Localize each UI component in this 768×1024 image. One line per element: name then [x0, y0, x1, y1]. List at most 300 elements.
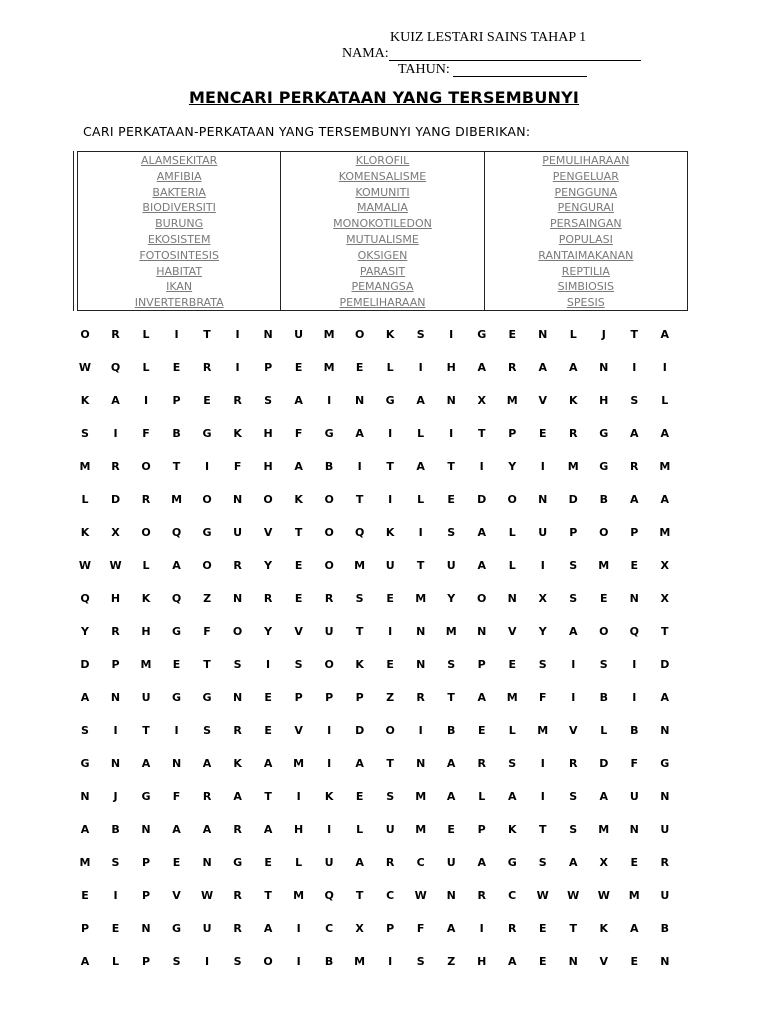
- grid-letter[interactable]: R: [477, 889, 486, 902]
- grid-letter[interactable]: G: [233, 856, 243, 869]
- grid-letter[interactable]: E: [538, 427, 547, 440]
- grid-letter[interactable]: V: [599, 955, 609, 968]
- grid-letter[interactable]: U: [660, 889, 670, 902]
- grid-letter[interactable]: K: [507, 823, 517, 836]
- grid-letter[interactable]: E: [203, 394, 211, 407]
- grid-letter[interactable]: R: [263, 592, 273, 605]
- grid-letter[interactable]: E: [477, 724, 486, 737]
- grid-letter[interactable]: I: [113, 427, 118, 440]
- grid-letter[interactable]: B: [446, 724, 456, 737]
- grid-letter[interactable]: A: [141, 757, 151, 770]
- grid-letter[interactable]: G: [141, 790, 151, 803]
- grid-letter[interactable]: T: [630, 328, 639, 341]
- grid-letter[interactable]: S: [264, 394, 273, 407]
- grid-letter[interactable]: O: [385, 724, 395, 737]
- grid-letter[interactable]: O: [599, 526, 609, 539]
- grid-letter[interactable]: H: [599, 394, 609, 407]
- grid-letter[interactable]: I: [571, 658, 576, 671]
- grid-letter[interactable]: E: [386, 592, 394, 605]
- grid-letter[interactable]: P: [386, 922, 395, 935]
- grid-letter[interactable]: P: [569, 526, 578, 539]
- grid-letter[interactable]: N: [232, 493, 243, 506]
- grid-letter[interactable]: K: [385, 328, 395, 341]
- grid-letter[interactable]: V: [294, 625, 303, 638]
- grid-letter[interactable]: G: [324, 427, 334, 440]
- grid-letter[interactable]: O: [477, 592, 487, 605]
- grid-letter[interactable]: A: [630, 427, 639, 440]
- grid-letter[interactable]: I: [540, 757, 545, 770]
- grid-letter[interactable]: N: [568, 955, 578, 968]
- grid-letter[interactable]: A: [416, 394, 425, 407]
- grid-letter[interactable]: S: [386, 790, 395, 803]
- grid-letter[interactable]: S: [447, 658, 456, 671]
- grid-letter[interactable]: I: [235, 328, 240, 341]
- grid-letter[interactable]: P: [508, 427, 517, 440]
- grid-letter[interactable]: E: [630, 559, 639, 572]
- grid-letter[interactable]: M: [293, 889, 305, 902]
- grid-letter[interactable]: R: [202, 361, 212, 374]
- grid-letter[interactable]: X: [599, 856, 608, 869]
- grid-letter[interactable]: S: [599, 658, 608, 671]
- grid-letter[interactable]: N: [141, 922, 151, 935]
- grid-letter[interactable]: O: [507, 493, 517, 506]
- grid-letter[interactable]: H: [477, 955, 487, 968]
- grid-letter[interactable]: S: [569, 559, 578, 572]
- grid-letter[interactable]: R: [630, 460, 639, 473]
- grid-letter[interactable]: W: [200, 889, 214, 902]
- grid-letter[interactable]: M: [293, 757, 305, 770]
- grid-letter[interactable]: A: [538, 361, 547, 374]
- grid-letter[interactable]: X: [660, 559, 670, 572]
- grid-letter[interactable]: P: [142, 856, 151, 869]
- grid-letter[interactable]: T: [294, 526, 303, 539]
- grid-letter[interactable]: N: [232, 691, 243, 704]
- grid-letter[interactable]: O: [141, 526, 151, 539]
- grid-letter[interactable]: O: [324, 493, 334, 506]
- grid-letter[interactable]: W: [567, 889, 580, 902]
- grid-letter[interactable]: N: [507, 592, 517, 605]
- grid-letter[interactable]: S: [355, 592, 364, 605]
- grid-letter[interactable]: T: [416, 559, 425, 572]
- grid-letter[interactable]: R: [233, 394, 242, 407]
- grid-letter[interactable]: B: [324, 460, 334, 473]
- grid-letter[interactable]: I: [418, 724, 423, 737]
- grid-letter[interactable]: I: [388, 493, 393, 506]
- grid-letter[interactable]: P: [630, 526, 639, 539]
- grid-letter[interactable]: T: [569, 922, 577, 935]
- grid-letter[interactable]: K: [80, 526, 90, 539]
- grid-letter[interactable]: M: [598, 559, 610, 572]
- grid-letter[interactable]: S: [630, 394, 639, 407]
- grid-letter[interactable]: M: [537, 724, 549, 737]
- grid-letter[interactable]: A: [660, 427, 670, 440]
- grid-letter[interactable]: U: [324, 856, 334, 869]
- grid-letter[interactable]: A: [507, 955, 517, 968]
- grid-letter[interactable]: A: [446, 757, 456, 770]
- grid-letter[interactable]: R: [569, 757, 578, 770]
- grid-letter[interactable]: S: [538, 658, 547, 671]
- grid-letter[interactable]: V: [507, 625, 517, 638]
- grid-letter[interactable]: I: [662, 361, 667, 374]
- grid-letter[interactable]: G: [80, 757, 90, 770]
- grid-letter[interactable]: S: [233, 658, 242, 671]
- grid-letter[interactable]: A: [477, 526, 486, 539]
- grid-letter[interactable]: P: [477, 658, 486, 671]
- grid-letter[interactable]: D: [599, 757, 609, 770]
- grid-letter[interactable]: J: [113, 790, 118, 803]
- grid-letter[interactable]: Q: [629, 625, 639, 638]
- grid-letter[interactable]: R: [233, 889, 242, 902]
- grid-letter[interactable]: T: [386, 757, 394, 770]
- grid-letter[interactable]: I: [449, 427, 454, 440]
- grid-letter[interactable]: B: [111, 823, 120, 836]
- grid-letter[interactable]: A: [660, 328, 670, 341]
- grid-letter[interactable]: A: [263, 922, 273, 935]
- grid-letter[interactable]: I: [388, 955, 393, 968]
- grid-letter[interactable]: S: [81, 427, 89, 440]
- grid-letter[interactable]: F: [538, 691, 547, 704]
- grid-letter[interactable]: L: [508, 724, 516, 737]
- grid-letter[interactable]: I: [388, 427, 393, 440]
- grid-letter[interactable]: K: [355, 658, 364, 671]
- grid-letter[interactable]: W: [597, 889, 610, 902]
- grid-letter[interactable]: I: [571, 691, 576, 704]
- grid-letter[interactable]: E: [294, 361, 303, 374]
- grid-letter[interactable]: T: [264, 889, 272, 902]
- grid-letter[interactable]: A: [263, 757, 273, 770]
- grid-letter[interactable]: E: [508, 658, 516, 671]
- grid-letter[interactable]: T: [203, 658, 211, 671]
- grid-letter[interactable]: A: [355, 757, 364, 770]
- grid-letter[interactable]: B: [599, 493, 608, 506]
- grid-letter[interactable]: L: [81, 493, 89, 506]
- grid-letter[interactable]: G: [202, 526, 212, 539]
- grid-letter[interactable]: L: [386, 361, 394, 374]
- grid-letter[interactable]: T: [142, 724, 150, 737]
- grid-letter[interactable]: P: [294, 691, 303, 704]
- grid-letter[interactable]: R: [385, 856, 395, 869]
- grid-letter[interactable]: P: [142, 889, 151, 902]
- grid-letter[interactable]: Y: [508, 460, 517, 473]
- grid-letter[interactable]: I: [632, 658, 637, 671]
- grid-letter[interactable]: E: [264, 856, 272, 869]
- grid-letter[interactable]: S: [508, 757, 517, 770]
- grid-letter[interactable]: M: [506, 691, 518, 704]
- grid-letter[interactable]: I: [296, 790, 301, 803]
- grid-letter[interactable]: Y: [264, 559, 273, 572]
- grid-letter[interactable]: X: [477, 394, 486, 407]
- grid-letter[interactable]: T: [447, 691, 455, 704]
- grid-letter[interactable]: H: [141, 625, 151, 638]
- grid-letter[interactable]: R: [233, 922, 242, 935]
- grid-letter[interactable]: K: [294, 493, 303, 506]
- grid-letter[interactable]: T: [538, 823, 547, 836]
- grid-letter[interactable]: A: [172, 823, 181, 836]
- grid-letter[interactable]: A: [80, 823, 90, 836]
- grid-letter[interactable]: L: [356, 823, 364, 836]
- grid-letter[interactable]: S: [111, 856, 120, 869]
- grid-letter[interactable]: H: [263, 460, 273, 473]
- grid-letter[interactable]: A: [172, 559, 181, 572]
- grid-letter[interactable]: D: [660, 658, 670, 671]
- grid-letter[interactable]: Q: [324, 889, 334, 902]
- grid-letter[interactable]: M: [567, 460, 579, 473]
- grid-letter[interactable]: I: [174, 724, 179, 737]
- grid-letter[interactable]: N: [416, 757, 426, 770]
- grid-letter[interactable]: L: [142, 328, 150, 341]
- grid-letter[interactable]: T: [477, 427, 486, 440]
- grid-letter[interactable]: P: [111, 658, 120, 671]
- grid-letter[interactable]: I: [174, 328, 179, 341]
- grid-letter[interactable]: S: [81, 724, 89, 737]
- grid-letter[interactable]: S: [538, 856, 547, 869]
- grid-letter[interactable]: S: [569, 823, 578, 836]
- grid-letter[interactable]: C: [325, 922, 334, 935]
- grid-letter[interactable]: I: [235, 361, 240, 374]
- grid-letter[interactable]: H: [446, 361, 456, 374]
- grid-letter[interactable]: A: [477, 691, 486, 704]
- grid-letter[interactable]: D: [568, 493, 578, 506]
- grid-letter[interactable]: X: [355, 922, 364, 935]
- grid-letter[interactable]: A: [80, 955, 90, 968]
- grid-letter[interactable]: R: [416, 691, 425, 704]
- grid-letter[interactable]: I: [479, 922, 484, 935]
- grid-letter[interactable]: A: [202, 757, 212, 770]
- grid-letter[interactable]: U: [294, 328, 304, 341]
- grid-letter[interactable]: T: [661, 625, 669, 638]
- grid-letter[interactable]: O: [263, 955, 273, 968]
- grid-letter[interactable]: E: [264, 724, 272, 737]
- grid-letter[interactable]: Q: [171, 526, 182, 539]
- grid-letter[interactable]: R: [233, 559, 242, 572]
- grid-letter[interactable]: Y: [81, 625, 89, 638]
- grid-letter[interactable]: N: [446, 394, 456, 407]
- grid-letter[interactable]: R: [111, 625, 120, 638]
- grid-letter[interactable]: I: [266, 658, 271, 671]
- grid-letter[interactable]: N: [110, 757, 121, 770]
- grid-letter[interactable]: P: [80, 922, 90, 935]
- grid-letter[interactable]: M: [415, 823, 427, 836]
- grid-letter[interactable]: E: [630, 856, 639, 869]
- grid-letter[interactable]: N: [477, 625, 487, 638]
- grid-letter[interactable]: B: [599, 691, 608, 704]
- grid-letter[interactable]: A: [477, 559, 486, 572]
- grid-letter[interactable]: T: [203, 328, 211, 341]
- grid-letter[interactable]: L: [417, 427, 425, 440]
- grid-letter[interactable]: I: [418, 361, 423, 374]
- grid-letter[interactable]: E: [172, 361, 181, 374]
- grid-letter[interactable]: G: [599, 427, 609, 440]
- grid-letter[interactable]: C: [508, 889, 517, 902]
- grid-letter[interactable]: I: [327, 757, 332, 770]
- grid-letter[interactable]: U: [202, 922, 212, 935]
- grid-letter[interactable]: U: [629, 790, 639, 803]
- grid-letter[interactable]: Q: [110, 361, 121, 374]
- grid-letter[interactable]: D: [355, 724, 365, 737]
- grid-letter[interactable]: O: [599, 625, 609, 638]
- grid-letter[interactable]: M: [354, 955, 366, 968]
- grid-letter[interactable]: Q: [171, 592, 182, 605]
- grid-letter[interactable]: I: [449, 328, 454, 341]
- grid-letter[interactable]: G: [599, 460, 609, 473]
- grid-letter[interactable]: E: [294, 592, 303, 605]
- grid-letter[interactable]: O: [141, 460, 151, 473]
- grid-letter[interactable]: A: [507, 790, 517, 803]
- grid-letter[interactable]: G: [172, 691, 182, 704]
- grid-letter[interactable]: U: [660, 823, 670, 836]
- grid-letter[interactable]: R: [111, 328, 120, 341]
- grid-letter[interactable]: Z: [447, 955, 456, 968]
- grid-letter[interactable]: E: [630, 955, 639, 968]
- grid-letter[interactable]: W: [536, 889, 549, 902]
- grid-letter[interactable]: O: [263, 493, 273, 506]
- grid-letter[interactable]: A: [233, 790, 242, 803]
- grid-letter[interactable]: Y: [538, 625, 547, 638]
- grid-letter[interactable]: G: [660, 757, 670, 770]
- grid-letter[interactable]: M: [445, 625, 457, 638]
- grid-letter[interactable]: E: [81, 889, 89, 902]
- grid-letter[interactable]: N: [80, 790, 90, 803]
- grid-letter[interactable]: K: [233, 427, 242, 440]
- grid-letter[interactable]: I: [113, 889, 118, 902]
- grid-letter[interactable]: M: [323, 361, 335, 374]
- grid-letter[interactable]: O: [80, 328, 90, 341]
- grid-letter[interactable]: K: [568, 394, 578, 407]
- grid-letter[interactable]: J: [601, 328, 606, 341]
- grid-letter[interactable]: L: [508, 526, 516, 539]
- grid-letter[interactable]: X: [660, 592, 670, 605]
- grid-letter[interactable]: V: [568, 724, 578, 737]
- grid-letter[interactable]: A: [416, 460, 425, 473]
- grid-letter[interactable]: E: [538, 922, 547, 935]
- grid-letter[interactable]: T: [355, 493, 364, 506]
- grid-letter[interactable]: A: [630, 922, 639, 935]
- name-field-line[interactable]: [389, 60, 641, 61]
- grid-letter[interactable]: E: [538, 955, 547, 968]
- grid-letter[interactable]: U: [385, 559, 395, 572]
- grid-letter[interactable]: E: [355, 361, 364, 374]
- grid-letter[interactable]: U: [446, 856, 456, 869]
- grid-letter[interactable]: E: [264, 691, 272, 704]
- grid-letter[interactable]: Q: [354, 526, 365, 539]
- grid-letter[interactable]: I: [205, 460, 210, 473]
- grid-letter[interactable]: A: [446, 790, 456, 803]
- grid-letter[interactable]: C: [386, 889, 395, 902]
- grid-letter[interactable]: A: [660, 691, 670, 704]
- grid-letter[interactable]: T: [264, 790, 272, 803]
- grid-letter[interactable]: I: [296, 922, 301, 935]
- grid-letter[interactable]: G: [202, 427, 212, 440]
- grid-letter[interactable]: U: [141, 691, 151, 704]
- grid-letter[interactable]: A: [294, 460, 303, 473]
- grid-letter[interactable]: N: [416, 625, 426, 638]
- grid-letter[interactable]: P: [325, 691, 334, 704]
- grid-letter[interactable]: M: [79, 856, 91, 869]
- grid-letter[interactable]: I: [632, 691, 637, 704]
- grid-letter[interactable]: K: [233, 757, 242, 770]
- grid-letter[interactable]: O: [202, 493, 212, 506]
- grid-letter[interactable]: N: [629, 823, 639, 836]
- grid-letter[interactable]: N: [660, 790, 670, 803]
- grid-letter[interactable]: Z: [203, 592, 212, 605]
- grid-letter[interactable]: I: [632, 361, 637, 374]
- grid-letter[interactable]: F: [630, 757, 639, 770]
- grid-letter[interactable]: M: [659, 526, 671, 539]
- grid-letter[interactable]: L: [112, 955, 120, 968]
- grid-letter[interactable]: R: [111, 460, 120, 473]
- grid-letter[interactable]: O: [232, 625, 243, 638]
- grid-letter[interactable]: T: [386, 460, 394, 473]
- grid-letter[interactable]: I: [418, 526, 423, 539]
- grid-letter[interactable]: A: [568, 856, 578, 869]
- grid-letter[interactable]: I: [540, 790, 545, 803]
- grid-letter[interactable]: N: [416, 658, 426, 671]
- grid-letter[interactable]: R: [202, 790, 212, 803]
- grid-letter[interactable]: L: [417, 493, 425, 506]
- grid-letter[interactable]: S: [233, 955, 242, 968]
- grid-letter[interactable]: Z: [386, 691, 395, 704]
- grid-letter[interactable]: E: [172, 658, 181, 671]
- grid-letter[interactable]: N: [446, 889, 456, 902]
- grid-letter[interactable]: U: [233, 526, 243, 539]
- grid-letter[interactable]: A: [477, 361, 486, 374]
- grid-letter[interactable]: M: [506, 394, 518, 407]
- grid-letter[interactable]: N: [660, 955, 670, 968]
- grid-letter[interactable]: M: [415, 592, 427, 605]
- grid-letter[interactable]: T: [355, 625, 364, 638]
- grid-letter[interactable]: A: [263, 823, 273, 836]
- grid-letter[interactable]: T: [355, 889, 364, 902]
- grid-letter[interactable]: A: [202, 823, 212, 836]
- grid-letter[interactable]: E: [294, 559, 303, 572]
- grid-letter[interactable]: C: [416, 856, 425, 869]
- grid-letter[interactable]: N: [171, 757, 182, 770]
- grid-letter[interactable]: F: [416, 922, 425, 935]
- grid-letter[interactable]: M: [628, 889, 640, 902]
- grid-letter[interactable]: F: [203, 625, 211, 638]
- grid-letter[interactable]: A: [568, 361, 578, 374]
- grid-letter[interactable]: I: [205, 955, 210, 968]
- grid-letter[interactable]: S: [569, 592, 578, 605]
- grid-letter[interactable]: I: [327, 823, 332, 836]
- grid-letter[interactable]: A: [294, 394, 303, 407]
- grid-letter[interactable]: K: [324, 790, 334, 803]
- grid-letter[interactable]: M: [354, 559, 366, 572]
- grid-letter[interactable]: E: [386, 658, 394, 671]
- grid-letter[interactable]: I: [540, 559, 545, 572]
- grid-letter[interactable]: N: [660, 724, 670, 737]
- grid-letter[interactable]: N: [263, 328, 273, 341]
- grid-letter[interactable]: A: [477, 856, 486, 869]
- grid-letter[interactable]: V: [172, 889, 181, 902]
- grid-letter[interactable]: L: [508, 559, 516, 572]
- grid-letter[interactable]: S: [569, 790, 578, 803]
- grid-letter[interactable]: R: [660, 856, 670, 869]
- grid-letter[interactable]: I: [540, 460, 545, 473]
- grid-letter[interactable]: O: [202, 559, 212, 572]
- grid-letter[interactable]: M: [79, 460, 91, 473]
- grid-letter[interactable]: L: [661, 394, 669, 407]
- grid-letter[interactable]: V: [538, 394, 547, 407]
- grid-letter[interactable]: U: [446, 559, 456, 572]
- grid-letter[interactable]: D: [80, 658, 90, 671]
- grid-letter[interactable]: R: [141, 493, 151, 506]
- grid-letter[interactable]: W: [414, 889, 427, 902]
- grid-letter[interactable]: L: [142, 361, 150, 374]
- grid-letter[interactable]: U: [324, 625, 334, 638]
- grid-letter[interactable]: P: [172, 394, 181, 407]
- grid-letter[interactable]: Y: [264, 625, 273, 638]
